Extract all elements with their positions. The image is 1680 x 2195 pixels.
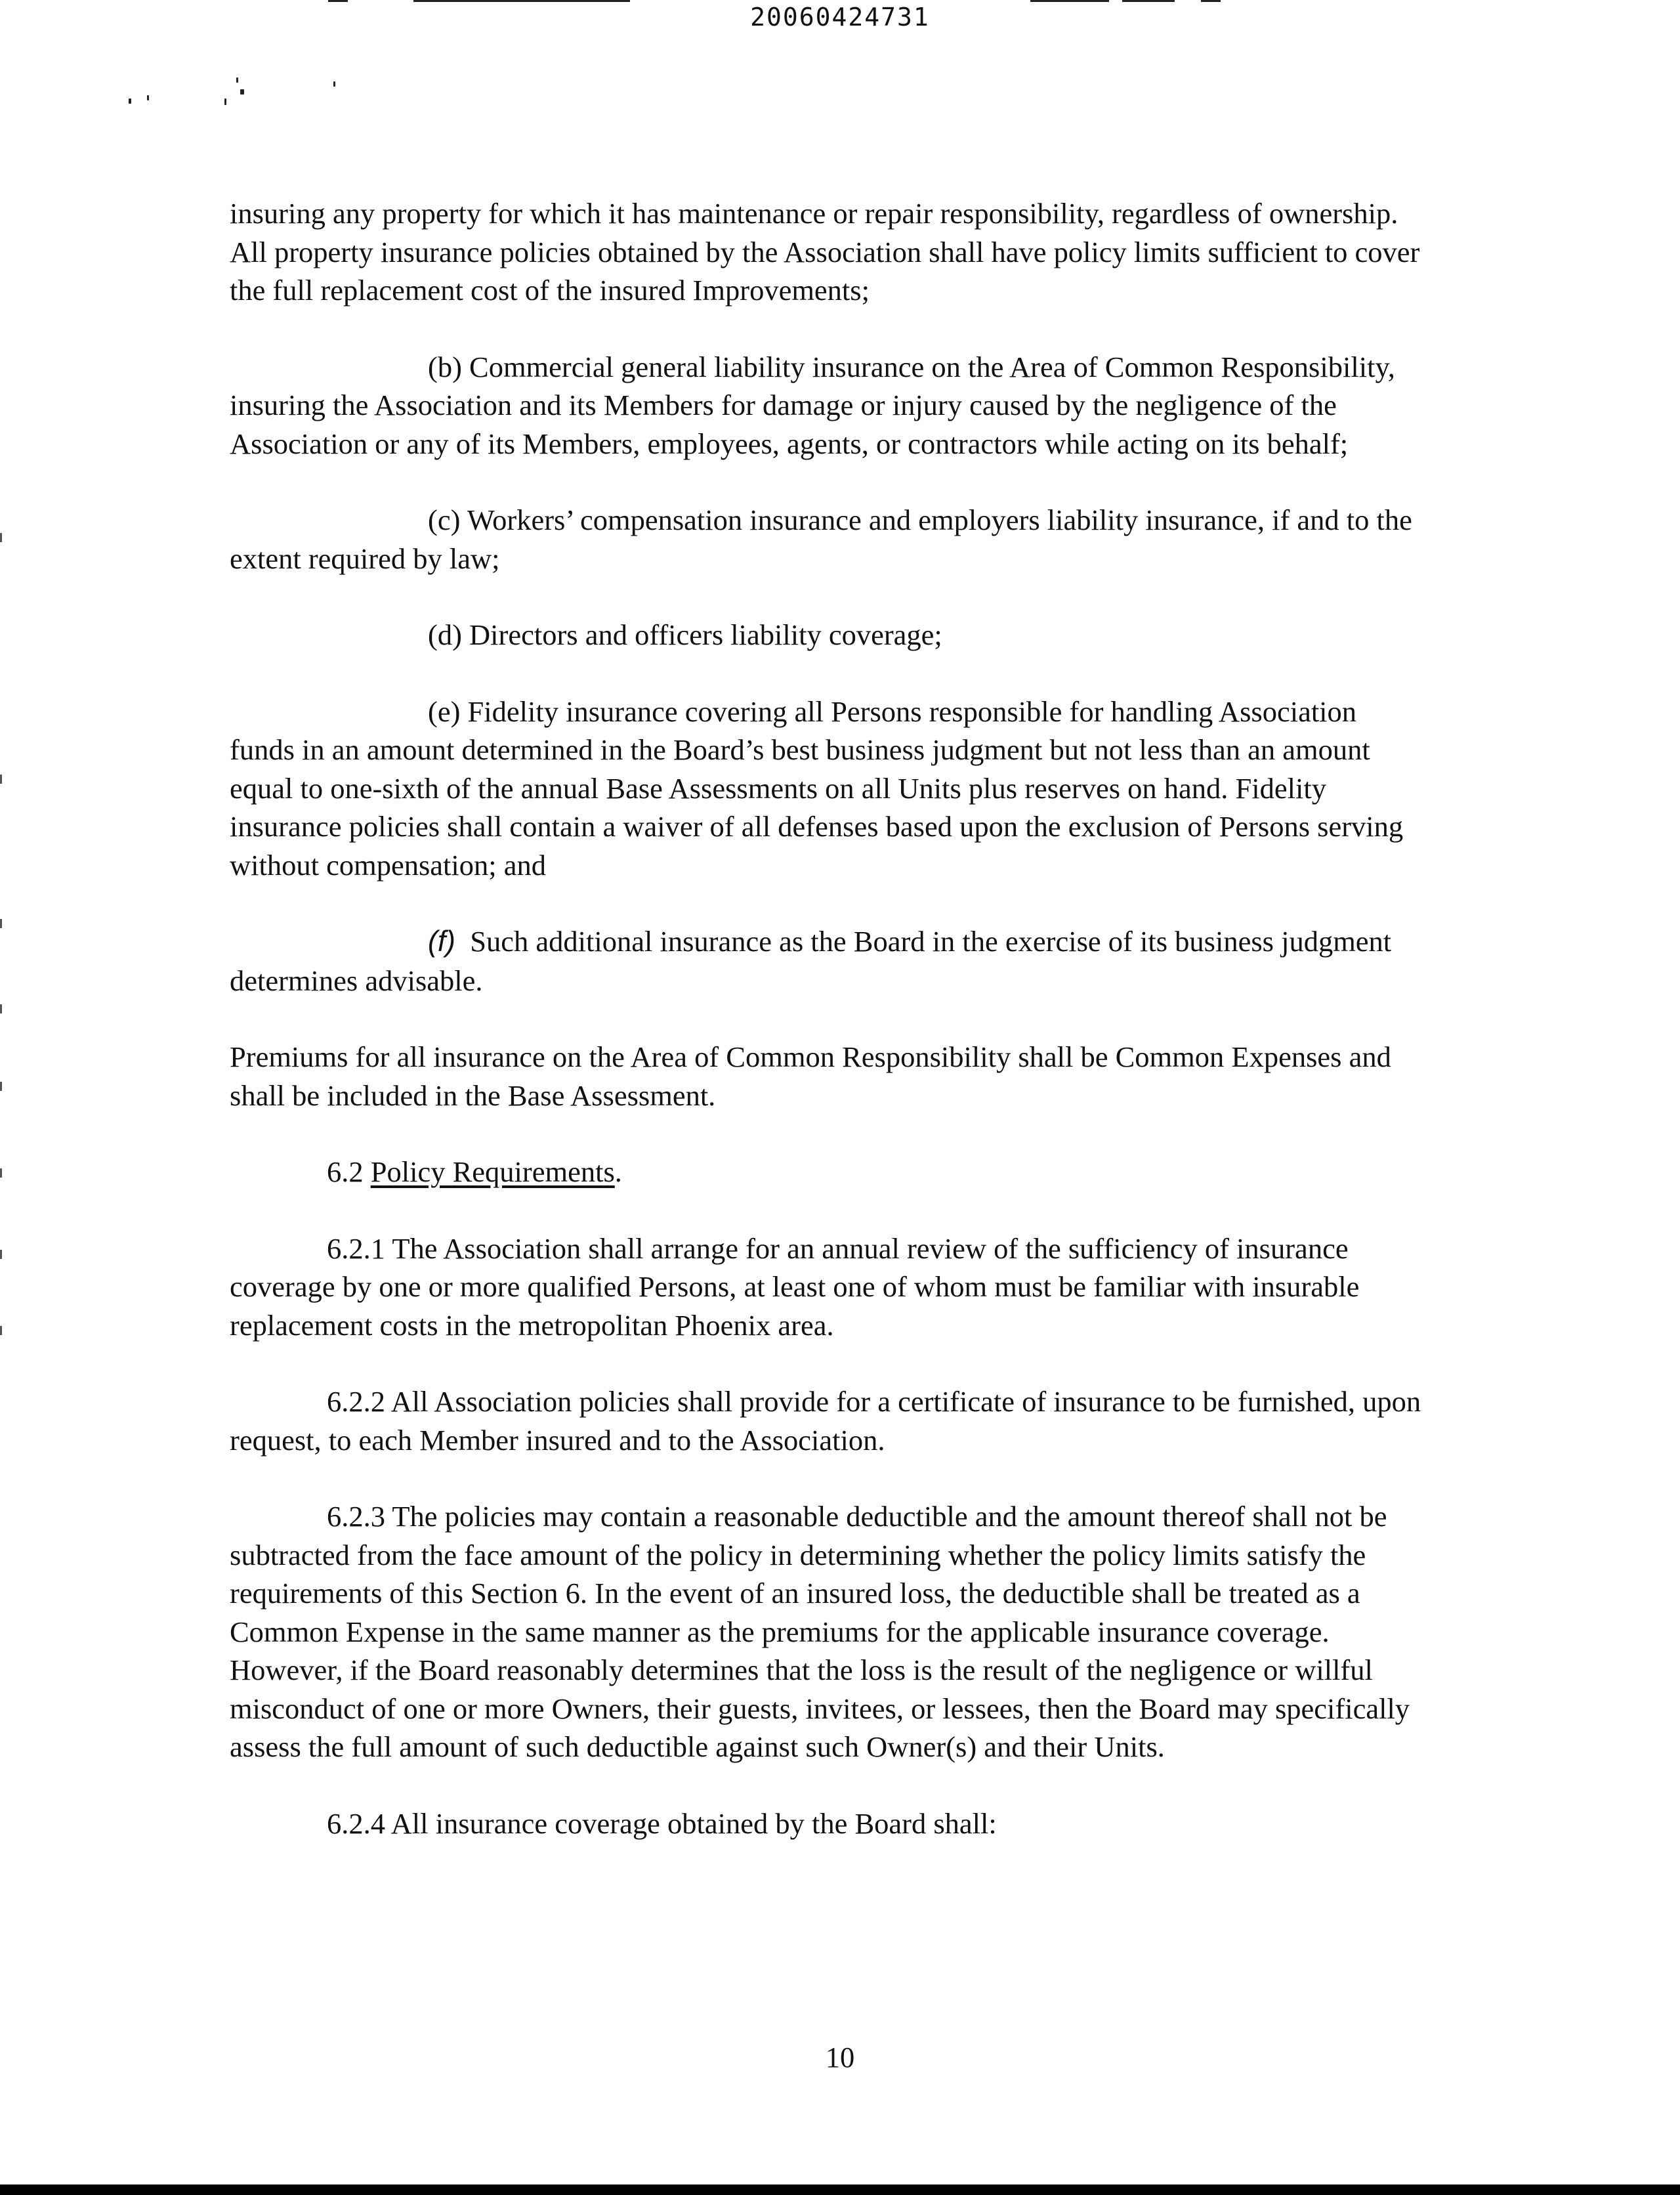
document-body xyxy=(230,194,1424,1843)
margin-tick xyxy=(0,1250,2,1259)
margin-tick xyxy=(0,775,2,784)
paragraph-gap xyxy=(230,654,1424,693)
paragraph-gap xyxy=(230,310,1424,348)
margin-tick xyxy=(0,1082,2,1091)
section-6-2-4 xyxy=(230,1804,1424,1843)
paragraph-f-text: Such additional insurance as the Board in the exercise of its business judgment determines advisable. xyxy=(230,925,1392,997)
section-title: Policy Requirements xyxy=(370,1155,615,1188)
paragraph-gap xyxy=(230,578,1424,616)
bottom-scan-bar xyxy=(0,2184,1680,2195)
paragraph-gap xyxy=(230,1191,1424,1229)
section-number: 6.2 xyxy=(327,1155,364,1188)
paragraph-premiums: Premiums for all insurance on the Area of Common Responsibility shall be Common Expenses and shall be included in the Base Assessment. xyxy=(230,1040,1391,1112)
margin-tick xyxy=(0,1326,2,1335)
scan-speck xyxy=(240,89,244,95)
paragraph-b xyxy=(230,348,1424,463)
margin-tick xyxy=(0,1168,2,1178)
top-scan-rule-right-2 xyxy=(1122,0,1175,2)
document-number: 20060424731 xyxy=(750,3,930,32)
page-number: 10 xyxy=(825,2041,855,2074)
margin-tick xyxy=(0,919,2,928)
section-6-2-3-text: 6.2.3 The policies may contain a reasonable deductible and the amount thereof shall not be subtracted from the face amount of the policy in determining whether the policy limits satisfy the requirements of this Section 6. In the event of an insured loss, the deductible shall be treated as a Common Expense in the same manner as the premiums for the applicable insurance coverage. However, if the Board reasonably determines that the loss is the result of the negligence or willful misconduct of one or more Owners, their guests, invitees, or lessees, then the Board may specifically assess the full amount of such deductible against such Owner(s) and their Units. xyxy=(230,1500,1410,1763)
scan-speck xyxy=(333,81,335,87)
paragraph-gap xyxy=(230,1766,1424,1804)
scan-speck xyxy=(147,95,149,100)
paragraph-c-text: (c) Workers’ compensation insurance and employers liability insurance, if and to the extent required by law; xyxy=(230,503,1412,575)
paragraph-gap xyxy=(230,1344,1424,1382)
top-scan-rule-right-3 xyxy=(1201,0,1221,2)
top-scan-rule-left-long xyxy=(413,0,630,2)
section-6-2-2-text: 6.2.2 All Association policies shall provide for a certificate of insurance to be furnished, upon request, to each Member insured and to the Association. xyxy=(230,1385,1421,1457)
section-6-2-4-text: 6.2.4 All insurance coverage obtained by the Board shall: xyxy=(327,1806,997,1840)
margin-tick xyxy=(0,1004,2,1013)
section-6-2-1 xyxy=(230,1229,1424,1345)
paragraph-b-text: (b) Commercial general liability insurance on the Area of Common Responsibility, insuring the Association and its Members for damage or injury caused by the negligence of the Association or any of its Members, employees, agents, or contractors while acting on its behalf; xyxy=(230,350,1395,460)
paragraph-gap xyxy=(230,1115,1424,1153)
paragraph-d-text: (d) Directors and officers liability coverage; xyxy=(428,618,942,651)
section-heading: 6.2 Policy Requirements. xyxy=(327,1155,622,1188)
top-scan-rule-left xyxy=(328,0,348,2)
paragraph-f xyxy=(230,922,1424,1000)
paragraph-gap xyxy=(230,884,1424,922)
paragraph-e-text: (e) Fidelity insurance covering all Persons responsible for handling Association funds in an amount determined in the Board’s best business judgment but not less than an amount equal to one-sixth of the annual Base Assessments on all Units plus reserves on hand. Fidelity insurance policies shall contain a waiver of all defenses based upon the exclusion of Persons serving without compensation; and xyxy=(230,694,1404,882)
paragraph-continuation: insuring any property for which it has maintenance or repair responsibility, regardless of ownership. All property insurance policies obtained by the Association shall have policy limits sufficient to cover the full replacement cost of the insured Improvements; xyxy=(230,197,1420,307)
scan-speck xyxy=(129,98,131,104)
paragraph-f-marker: (f) xyxy=(428,926,456,958)
paragraph-gap xyxy=(230,1000,1424,1038)
section-6-2-1-text: 6.2.1 The Association shall arrange for an annual review of the sufficiency of insurance coverage by one or more qualified Persons, at least one of whom must be familiar with insurable replacement costs in the metropolitan Phoenix area. xyxy=(230,1231,1360,1342)
margin-tick xyxy=(0,533,2,542)
top-scan-rule-right xyxy=(1030,0,1109,2)
paragraph-gap xyxy=(230,1459,1424,1497)
paragraph-d xyxy=(230,616,1424,654)
paragraph-e xyxy=(230,693,1424,885)
scan-speck xyxy=(236,77,238,83)
section-6-2-2 xyxy=(230,1382,1424,1459)
paragraph-c xyxy=(230,501,1424,578)
section-6-2-3 xyxy=(230,1497,1424,1766)
scan-speck xyxy=(224,98,226,105)
paragraph-gap xyxy=(230,463,1424,501)
